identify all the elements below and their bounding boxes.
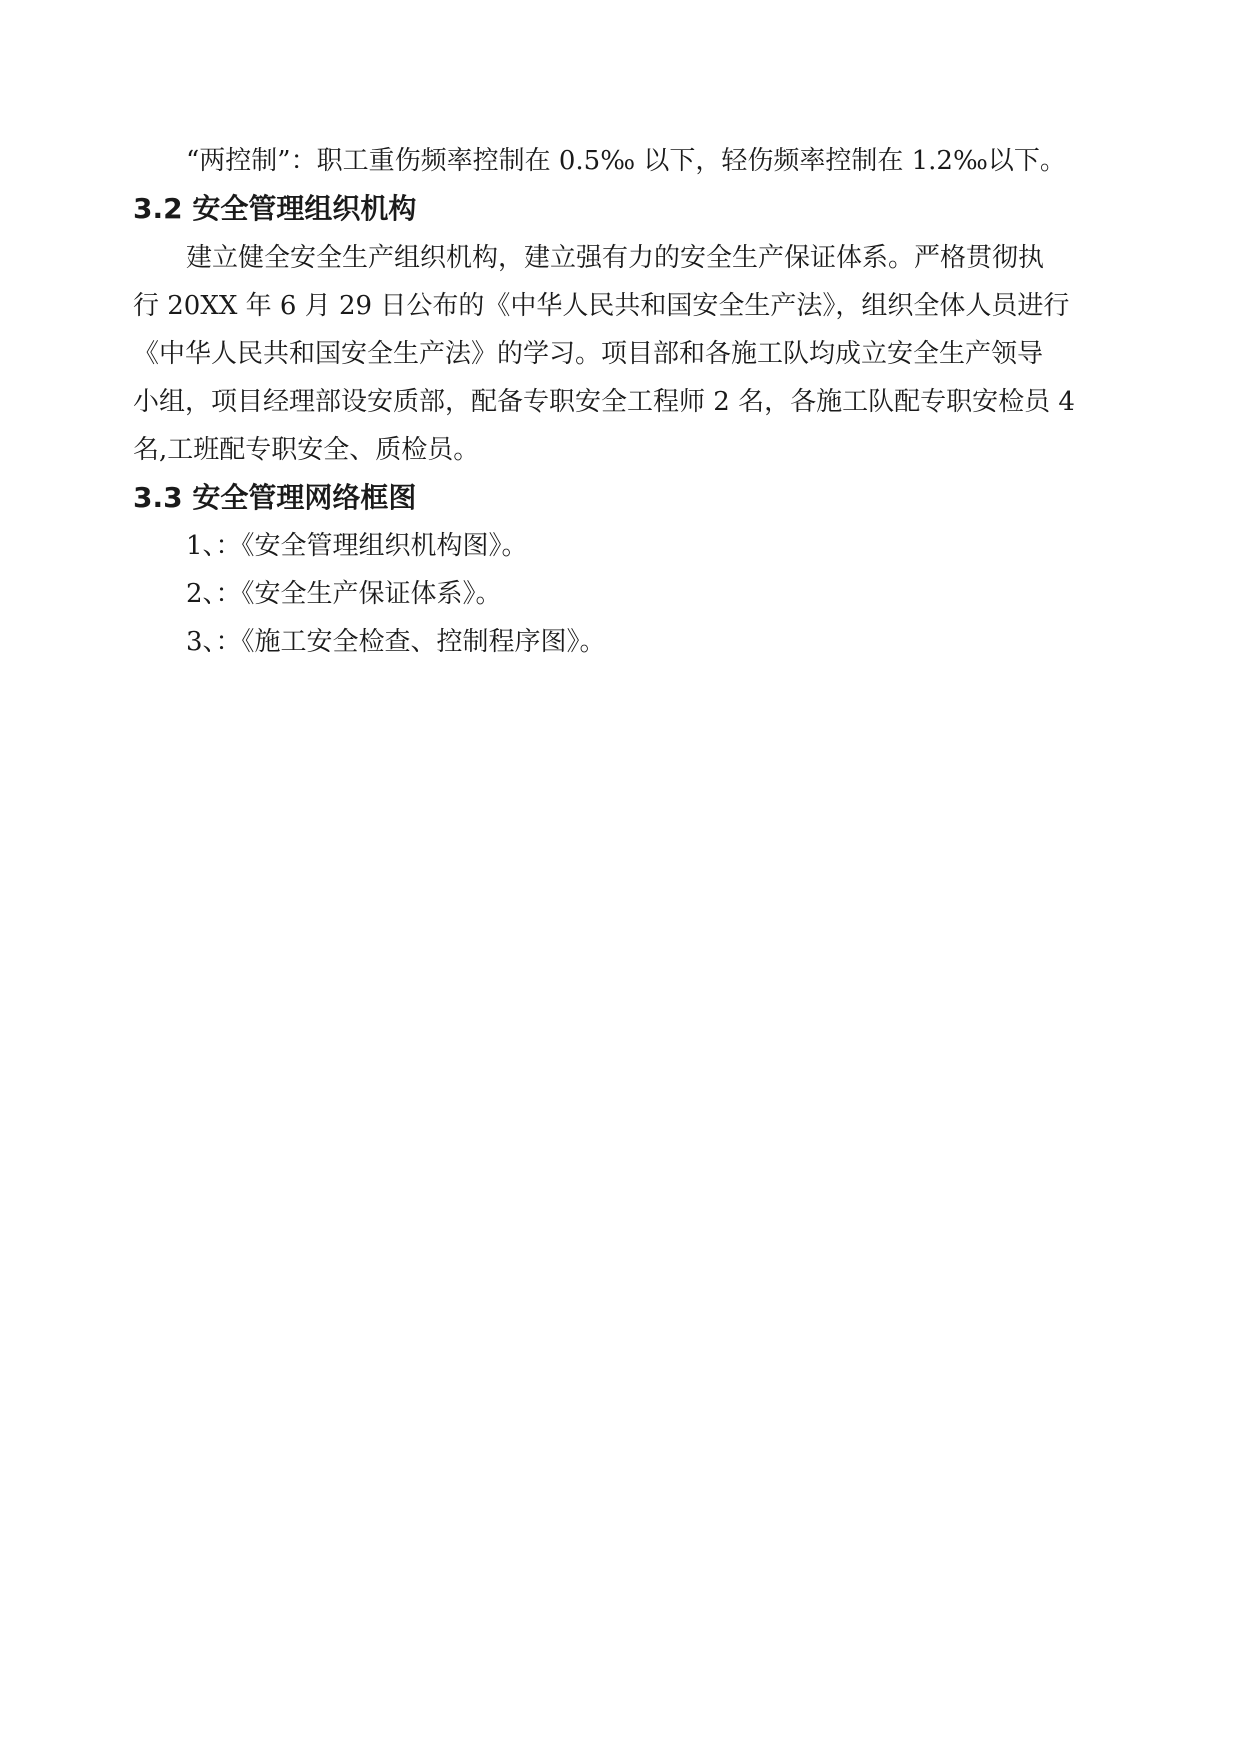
intro-line: “两控制”：职工重伤频率控制在 0.5‰ 以下，轻伤频率控制在 1.2‰以下。 (186, 146, 1066, 176)
section-3-2-paragraph-line: 《中华人民共和国安全生产法》的学习。项目部和各施工队均成立安全生产领导 (133, 339, 1044, 369)
section-3-2-paragraph-line: 建立健全安全生产组织机构，建立强有力的安全生产保证体系。严格贯彻执 (186, 243, 1045, 273)
section-3-3-heading: 3.3 安全管理网络框图 (133, 481, 417, 514)
list-item: 3、：《施工安全检查、控制程序图》。 (186, 627, 606, 657)
section-3-2-paragraph-line: 行 20XX 年 6 月 29 日公布的《中华人民共和国安全生产法》，组织全体人员进行 (133, 291, 1070, 321)
list-item: 2、：《安全生产保证体系》。 (186, 579, 502, 609)
section-3-2-heading: 3.2 安全管理组织机构 (133, 192, 417, 225)
list-item: 1、：《安全管理组织机构图》。 (186, 531, 528, 561)
section-3-2-paragraph-line: 小组，项目经理部设安质部，配备专职安全工程师 2 名，各施工队配专职安检员 4 (133, 387, 1075, 417)
section-3-2-paragraph-line: 名,工班配专职安全、质检员。 (133, 435, 480, 465)
